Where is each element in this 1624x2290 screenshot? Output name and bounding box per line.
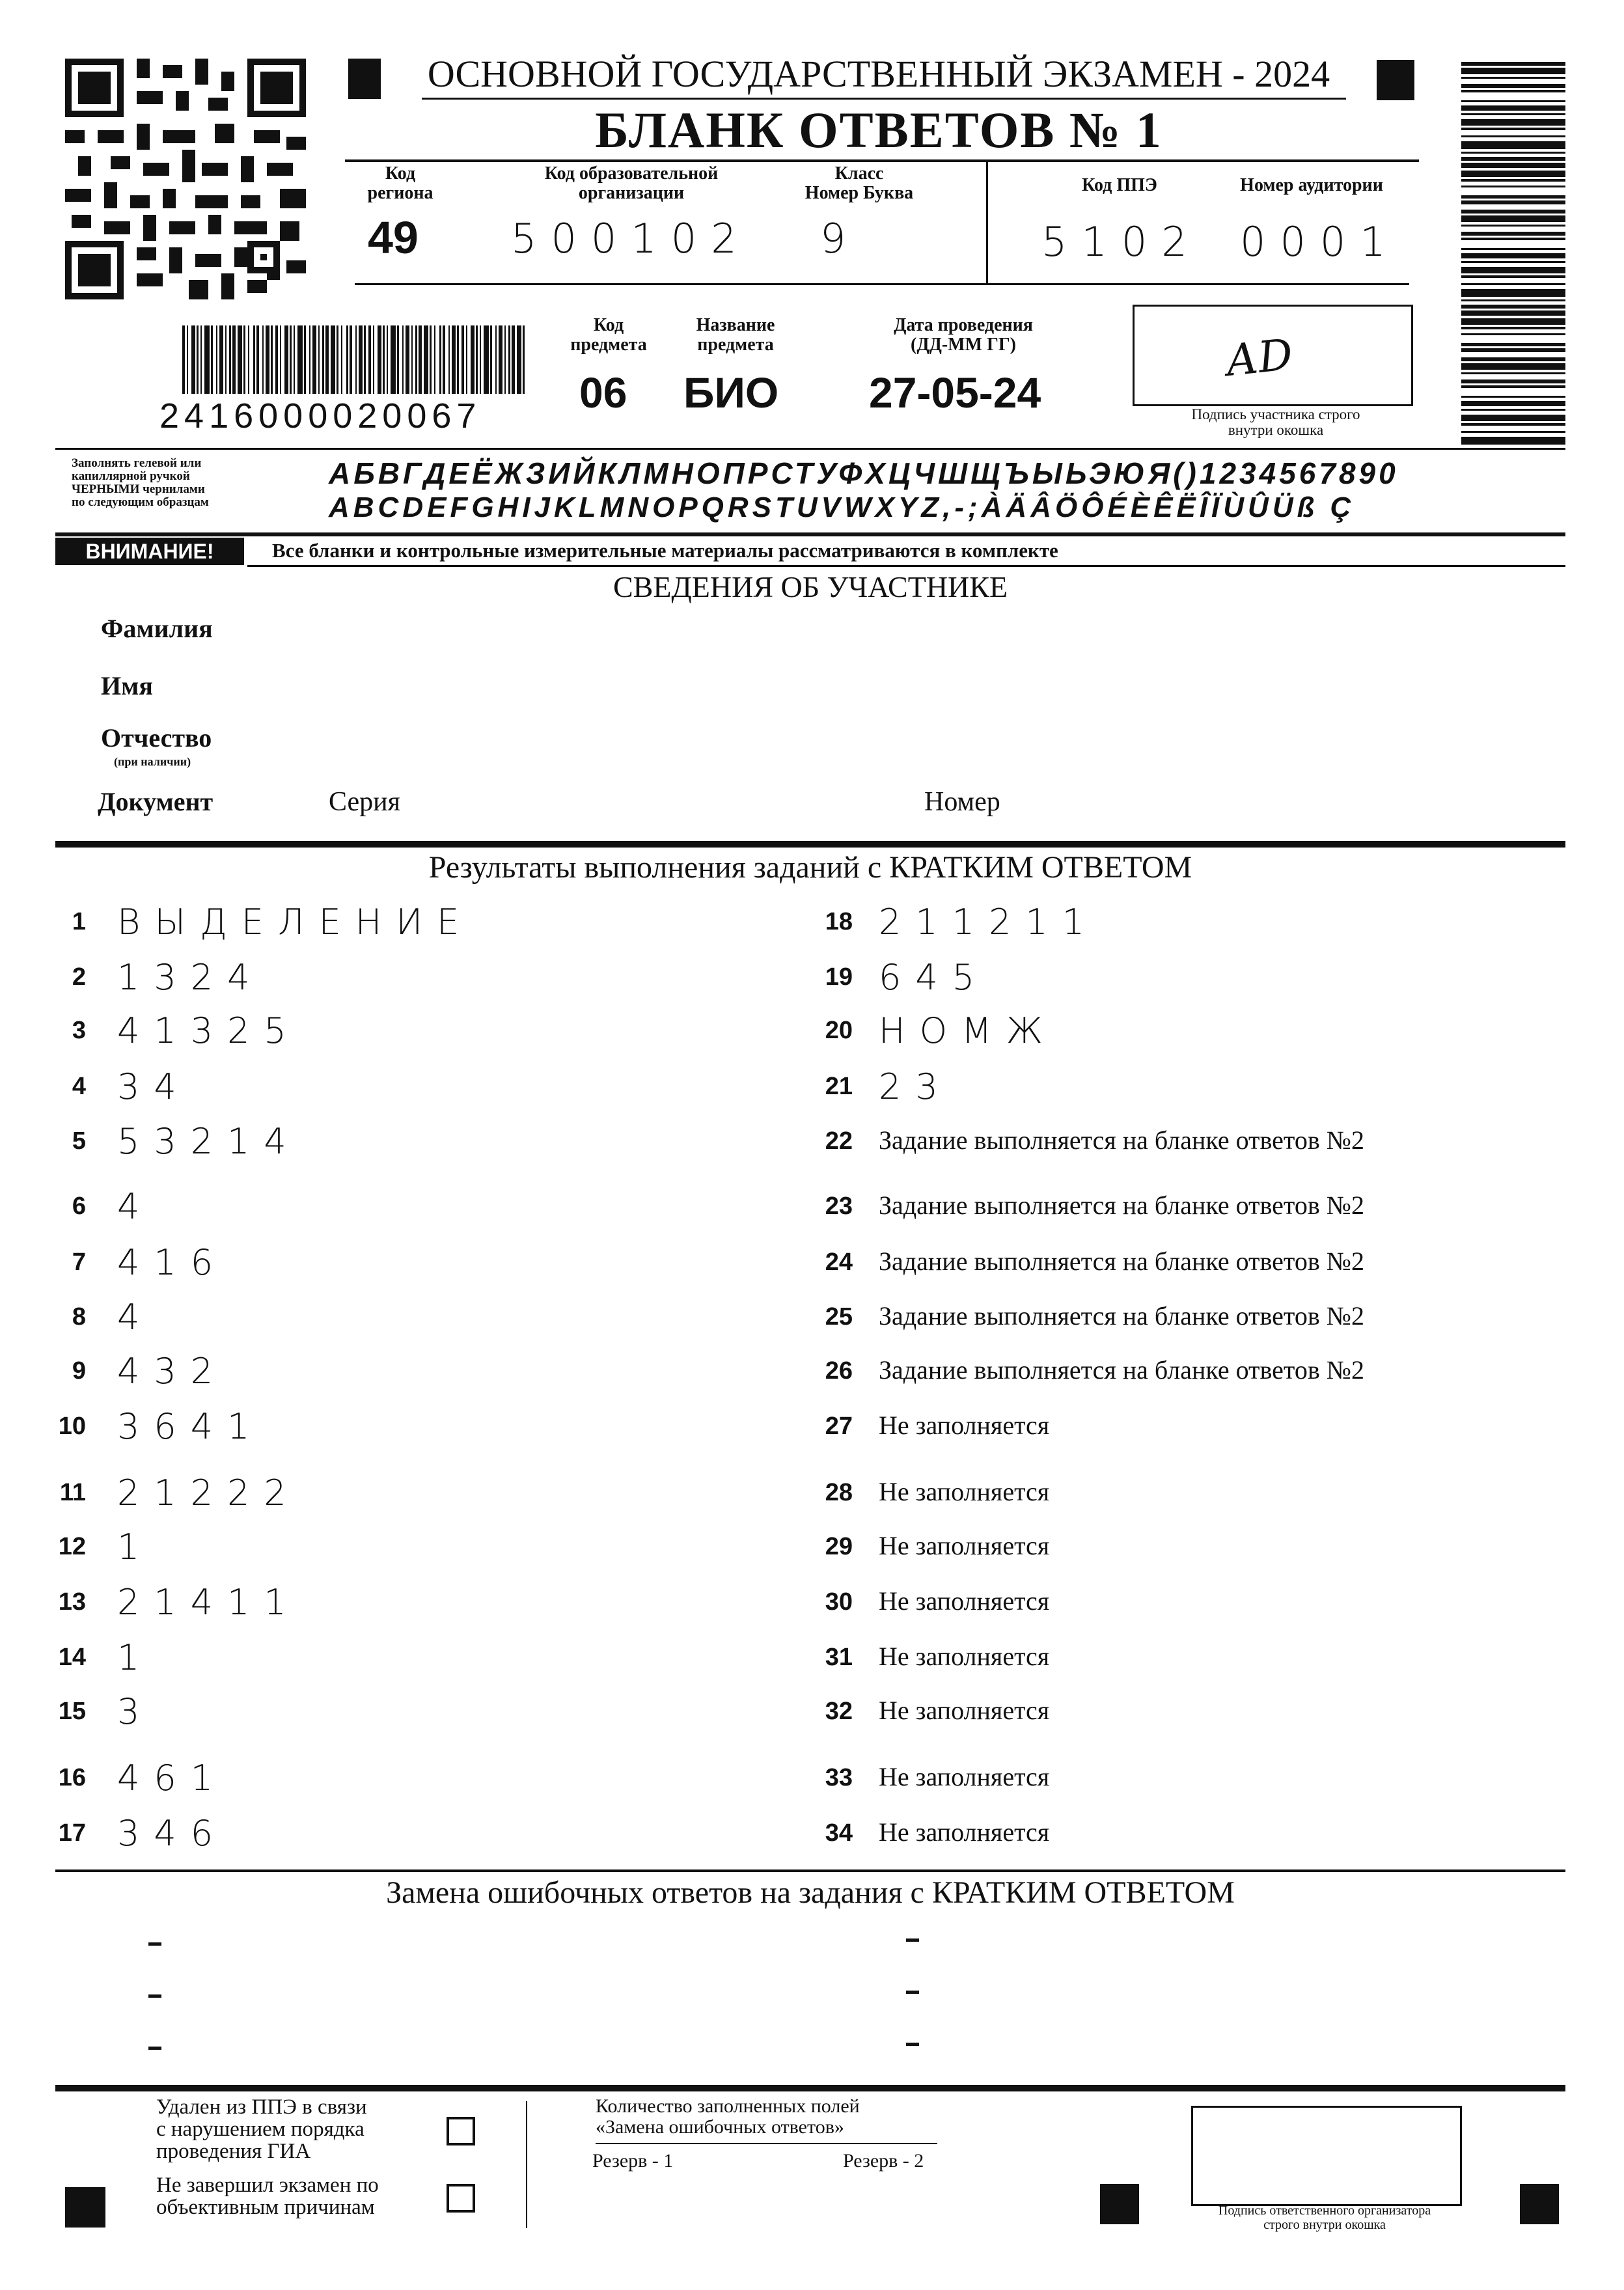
task-number: 17: [58, 1819, 86, 1847]
section-rule-2: [55, 532, 1565, 536]
form-title: БЛАНК ОТВЕТОВ № 1: [595, 102, 1163, 158]
barcode-number: 2416000020067: [159, 396, 482, 435]
answer-value: 346: [117, 1813, 228, 1854]
series-label: Серия: [329, 787, 400, 817]
answer-note: Не заполняется: [879, 1696, 1050, 1725]
answer-value: 416: [117, 1242, 228, 1283]
task-number: 33: [825, 1764, 853, 1791]
replacement-slot[interactable]: [148, 1994, 161, 1998]
task-number: 34: [825, 1819, 853, 1847]
date-label: Дата проведения (ДД-ММ ГГ): [894, 315, 1033, 355]
answer-note: Не заполняется: [879, 1477, 1050, 1506]
removed-checkbox[interactable]: [447, 2117, 475, 2145]
answer-value: 21411: [117, 1582, 301, 1623]
answer-note: Не заполняется: [879, 1642, 1050, 1671]
task-number: 2: [72, 963, 86, 991]
attention-text: Все бланки и контрольные измерительные материалы рассматриваются в комплекте: [272, 539, 1058, 562]
task-number: 8: [72, 1303, 86, 1331]
task-number: 10: [58, 1413, 86, 1440]
results-heading: Результаты выполнения заданий с КРАТКИМ ОТВЕТОМ: [428, 850, 1192, 885]
not-finished-checkbox[interactable]: [447, 2184, 475, 2213]
subject-code-label: Код предмета: [570, 315, 647, 355]
answer-note: Не заполняется: [879, 1586, 1050, 1616]
ppe-value: 5102: [1041, 218, 1202, 266]
task-number: 31: [825, 1644, 853, 1671]
qr-code: [65, 59, 306, 299]
number-label: Номер: [924, 787, 1000, 817]
ppe-label: Код ППЭ: [1082, 175, 1157, 195]
answer-value: 3641: [117, 1406, 264, 1447]
replacement-slot[interactable]: [906, 2043, 919, 2046]
answer-value: 1324: [117, 957, 264, 998]
answer-note: Задание выполняется на бланке ответов №2: [879, 1301, 1364, 1331]
task-number: 19: [825, 963, 853, 991]
subject-name-value: БИО: [683, 368, 779, 417]
task-number: 26: [825, 1357, 853, 1385]
participant-signature-box[interactable]: [1133, 305, 1413, 406]
class-label: Класс Номер Буква: [805, 163, 914, 203]
section-rule-3: [247, 565, 1565, 567]
alignment-marker-top-left: [348, 59, 381, 99]
task-number: 7: [72, 1248, 86, 1276]
date-value: 27-05-24: [869, 368, 1041, 417]
section-rule-1: [55, 448, 1565, 450]
answer-note: Задание выполняется на бланке ответов №2: [879, 1125, 1364, 1155]
alignment-marker-bottom-left: [65, 2187, 105, 2228]
answer-value: 4: [117, 1186, 154, 1227]
org-label: Код образовательной организации: [544, 163, 719, 203]
room-value: 0001: [1240, 218, 1400, 266]
task-number: 20: [825, 1017, 853, 1044]
count-underline: [596, 2143, 937, 2144]
surname-label: Фамилия: [101, 614, 213, 643]
replacement-slot[interactable]: [906, 1991, 919, 1994]
answer-value: 1: [117, 1526, 154, 1567]
region-value: 49: [368, 212, 419, 263]
document-label: Документ: [98, 787, 213, 816]
task-number: 16: [58, 1764, 86, 1791]
task-number: 29: [825, 1533, 853, 1560]
section-rule-4: [55, 841, 1565, 848]
task-number: 11: [59, 1479, 86, 1506]
participant-signature: АD: [1223, 329, 1295, 387]
answer-value: 432: [117, 1351, 228, 1392]
section-rule-5: [55, 1869, 1565, 1872]
answer-value: 41325: [117, 1010, 301, 1051]
task-number: 32: [825, 1698, 853, 1725]
alignment-marker-top-right: [1377, 60, 1414, 100]
task-number: 21: [825, 1073, 853, 1100]
task-number: 27: [825, 1413, 853, 1440]
attention-badge: ВНИМАНИЕ!: [55, 538, 244, 565]
answer-value: 4: [117, 1297, 154, 1338]
sample-latin: ABCDEFGHIJKLMNOPQRSTUVWXYZ,-;ÀÄÂÖÔÉÈÊËÎÏÙÛÜß Ç: [329, 491, 1355, 523]
sample-cyrillic: АБВГДЕЁЖЗИЙКЛМНОПРСТУФХЦЧШЩЪЫЬЭЮЯ()1234567890: [329, 456, 1399, 490]
answer-value: ВЫДЕЛЕНИЕ: [117, 902, 474, 943]
task-number: 12: [58, 1533, 86, 1560]
task-number: 4: [72, 1073, 86, 1100]
answer-note: Задание выполняется на бланке ответов №2: [879, 1355, 1364, 1385]
participant-heading: СВЕДЕНИЯ ОБ УЧАСТНИКЕ: [612, 570, 1008, 603]
task-number: 13: [58, 1588, 86, 1616]
answer-note: Не заполняется: [879, 1762, 1050, 1791]
answer-note: Не заполняется: [879, 1817, 1050, 1847]
alignment-marker-bottom-right: [1520, 2184, 1559, 2224]
answer-value: 53214: [117, 1121, 301, 1162]
task-number: 28: [825, 1479, 853, 1506]
task-number: 18: [825, 908, 853, 935]
sample-instruction: Заполнять гелевой или капиллярной ручкой ЧЕРНЫМИ чернилами по следующим образцам: [72, 456, 209, 509]
task-number: 24: [825, 1248, 853, 1276]
title-underline: [422, 98, 1346, 100]
task-number: 9: [72, 1357, 86, 1385]
subject-name-label: Название предмета: [696, 315, 775, 355]
name-label: Имя: [101, 671, 153, 700]
org-value: 500102: [511, 215, 751, 262]
answer-note: Не заполняется: [879, 1531, 1050, 1560]
task-number: 30: [825, 1588, 853, 1616]
room-label: Номер аудитории: [1240, 175, 1383, 195]
replacement-heading: Замена ошибочных ответов на задания с КРАТКИМ ОТВЕТОМ: [386, 1875, 1235, 1910]
class-value: 9: [820, 215, 860, 262]
footer-divider: [526, 2101, 527, 2228]
task-number: 6: [72, 1193, 86, 1220]
section-rule-6: [55, 2085, 1565, 2091]
answer-value: 211211: [879, 902, 1099, 943]
removed-label: Удален из ППЭ в связи с нарушением порядка проведения ГИА: [156, 2095, 367, 2163]
code-row-rule: [355, 283, 1409, 285]
answer-note: Не заполняется: [879, 1411, 1050, 1440]
task-number: 22: [825, 1127, 853, 1155]
replacement-slot[interactable]: [148, 2047, 161, 2050]
organizer-signature-box[interactable]: [1191, 2106, 1462, 2206]
patronymic-note: (при наличии): [114, 755, 191, 768]
exam-title: ОСНОВНОЙ ГОСУДАРСТВЕННЫЙ ЭКЗАМЕН - 2024: [427, 53, 1330, 95]
task-number: 14: [58, 1644, 86, 1671]
side-barcode: [1461, 62, 1565, 446]
reserve-1: Резерв - 1: [592, 2150, 674, 2172]
task-number: 23: [825, 1193, 853, 1220]
answer-value: 461: [117, 1758, 228, 1799]
region-label: Код региона: [367, 163, 434, 203]
replacement-slot[interactable]: [148, 1942, 161, 1946]
task-number: 1: [72, 908, 86, 935]
answer-value: 1: [117, 1637, 154, 1678]
task-number: 15: [58, 1698, 86, 1725]
subject-code-value: 06: [579, 368, 627, 417]
answer-note: Задание выполняется на бланке ответов №2: [879, 1191, 1364, 1220]
replacement-slot[interactable]: [906, 1938, 919, 1942]
header-rule: [345, 159, 1419, 162]
answer-value: НОМЖ: [879, 1010, 1057, 1051]
answer-value: 645: [879, 957, 989, 998]
answer-value: 3: [117, 1691, 154, 1732]
count-label: Количество заполненных полей «Замена ошибочных ответов»: [596, 2095, 860, 2138]
answer-value: 34: [117, 1066, 191, 1107]
not-finished-label: Не завершил экзамен по объективным причинам: [156, 2173, 379, 2219]
task-number: 3: [72, 1017, 86, 1044]
answer-value: 23: [879, 1066, 952, 1107]
task-number: 5: [72, 1127, 86, 1155]
answer-value: 21222: [117, 1472, 301, 1513]
code-divider: [986, 161, 988, 285]
alignment-marker-bottom-mid: [1100, 2184, 1139, 2224]
answer-note: Задание выполняется на бланке ответов №2: [879, 1247, 1364, 1276]
patronymic-label: Отчество: [101, 723, 212, 752]
signature-caption: Подпись участника строго внутри окошка: [1191, 406, 1360, 438]
reserve-2: Резерв - 2: [843, 2150, 924, 2172]
task-number: 25: [825, 1303, 853, 1331]
organizer-caption: Подпись ответственного организатора строго внутри окошка: [1218, 2203, 1431, 2232]
